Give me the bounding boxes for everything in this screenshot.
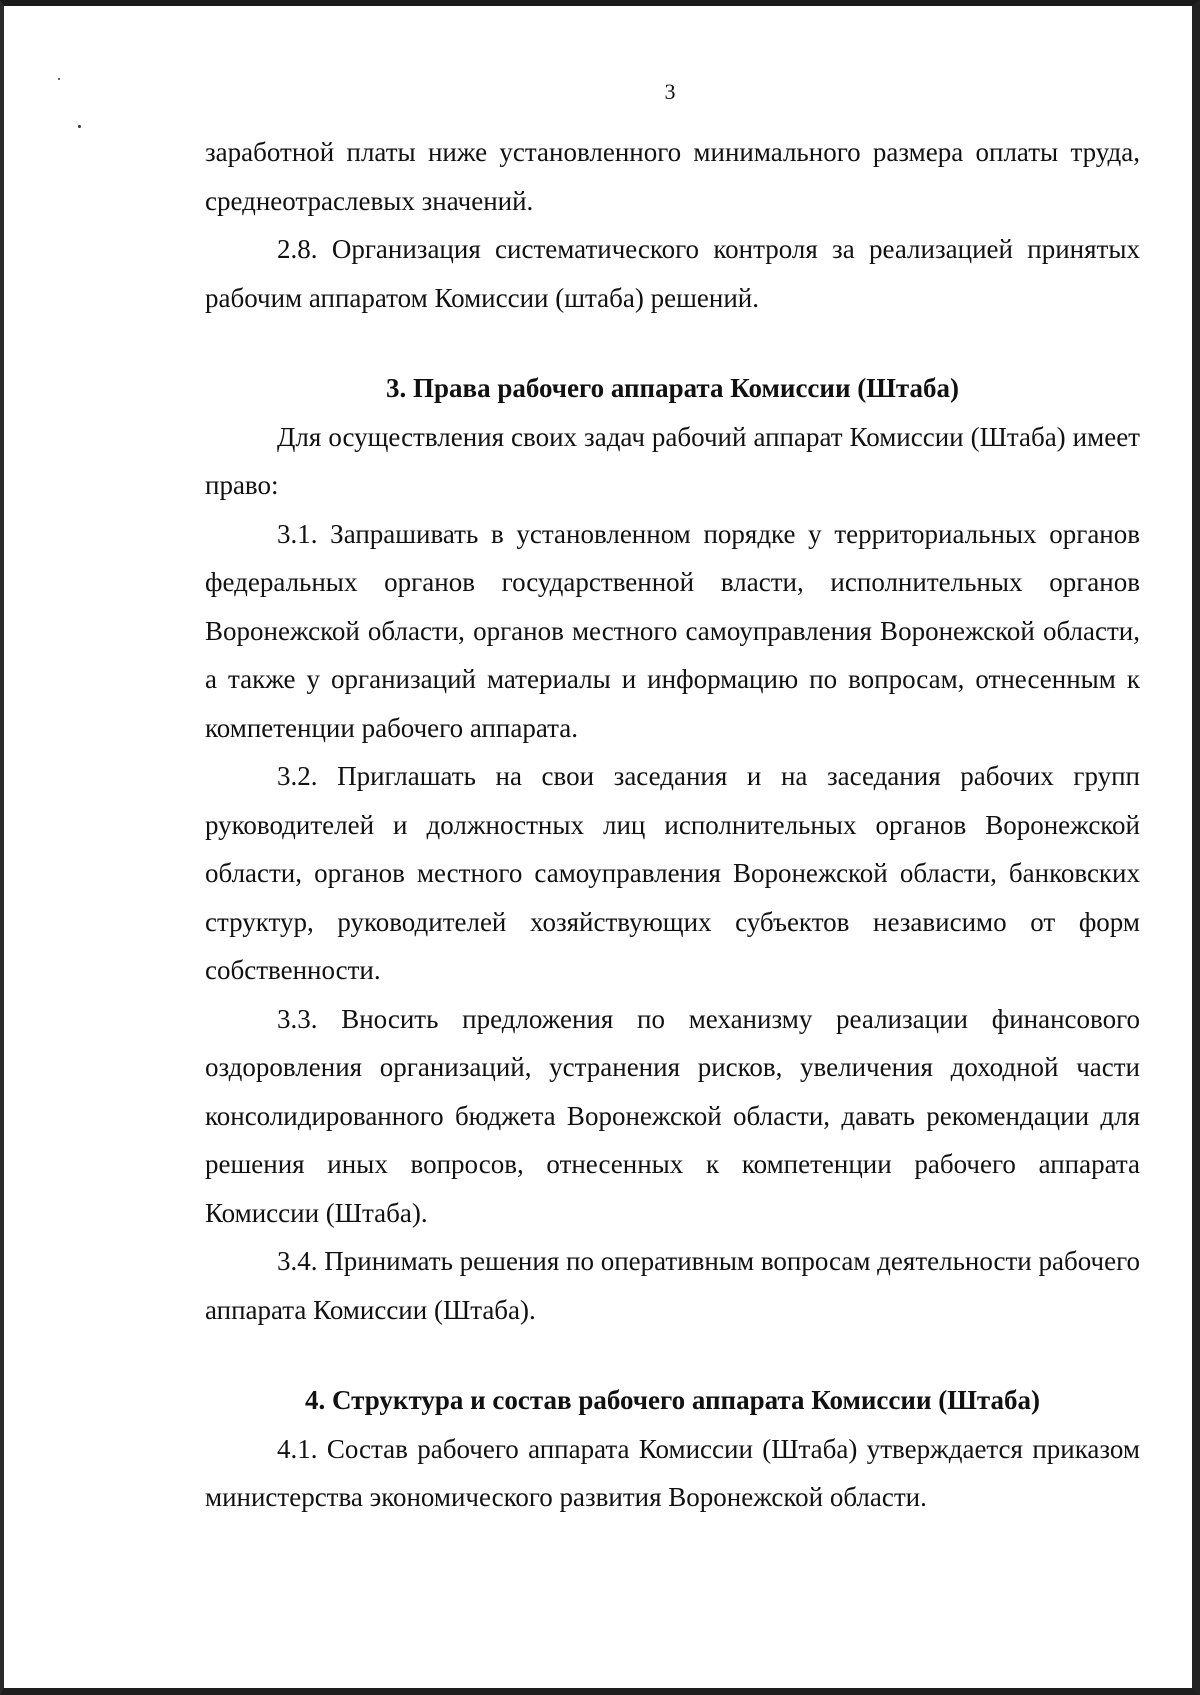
paragraph-3-3: 3.3. Вносить предложения по механизму реализации финансового оздоровления организаций, устранения рисков, увеличения доходной части консолидированного бюджета Воронежской области, давать рекомендации для решения иных вопросов, отнесенных к компетенции рабочего аппарата Комиссии (Штаба). [205,1003,1140,1228]
section-3-intro: Для осуществления своих задач рабочий аппарат Комиссии (Штаба) имеет право: [205,421,1140,500]
document-body [205,128,1140,1522]
paragraph-continuation: заработной платы ниже установленного минимального размера оплаты труда, среднеотраслевых значений. [205,137,1140,216]
section-3-heading: 3. Права рабочего аппарата Комиссии (Штаба) [386,373,959,403]
page-number: 3 [664,79,676,104]
paragraph-3-2: 3.2. Приглашать на свои заседания и на заседания рабочих групп руководителей и должностных лиц исполнительных органов Воронежской области, органов местного самоуправления Воронежской области, банковских структур, руководителей хозяйствующих субъектов независимо от форм собственности. [205,761,1140,985]
paragraph-2-8: 2.8. Организация систематического контроля за реализацией принятых рабочим аппаратом Комиссии (штаба) решений. [205,234,1140,313]
paragraph-3-1: 3.1. Запрашивать в установленном порядке у территориальных органов федеральных органов государственной власти, исполнительных органов Воронежской области, органов местного самоуправления Воронежской области, а также у организаций материалы и информацию по вопросам, отнесенным к компетенции рабочего аппарата. [205,518,1140,743]
paragraph-4-1: 4.1. Состав рабочего аппарата Комиссии (Штаба) утверждается приказом министерства экономического развития Воронежской области. [205,1433,1140,1512]
paragraph-3-4: 3.4. Принимать решения по оперативным вопросам деятельности рабочего аппарата Комиссии (Штаба). [205,1246,1140,1325]
spacer [205,1334,1140,1376]
spacer [205,322,1140,364]
scan-speck [78,125,81,128]
section-4-heading: 4. Структура и состав рабочего аппарата Комиссии (Штаба) [305,1385,1040,1415]
